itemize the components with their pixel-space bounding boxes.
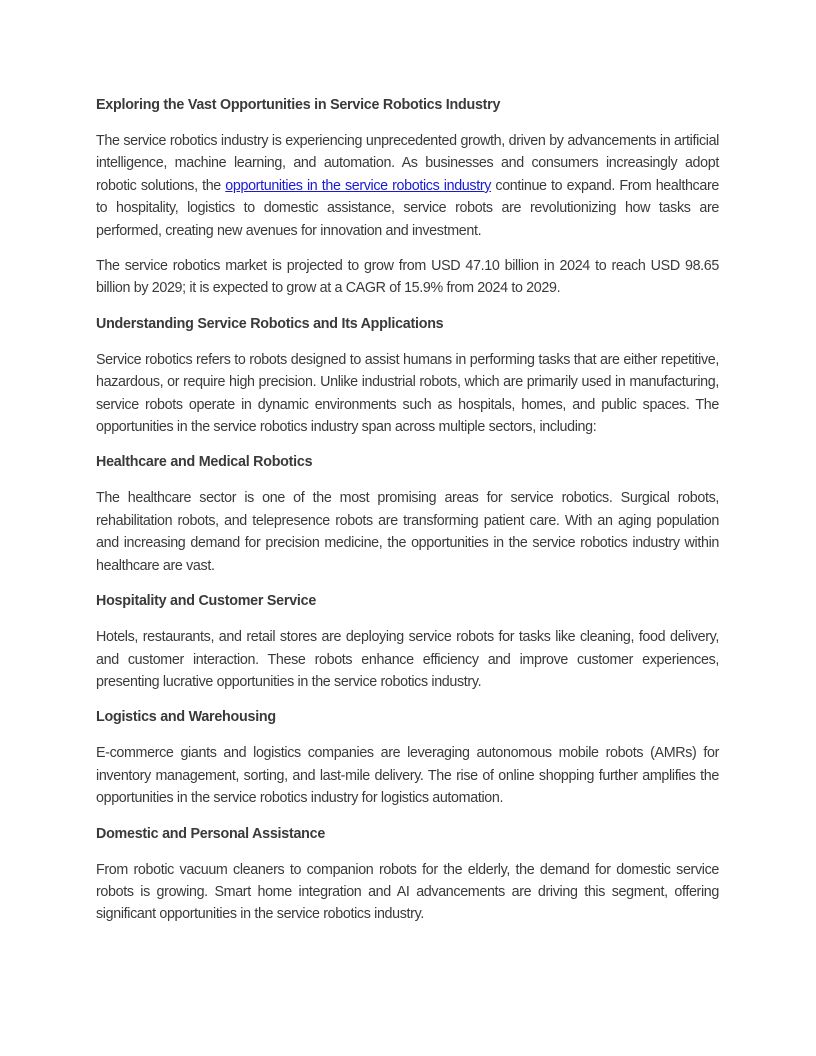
section-body-healthcare: The healthcare sector is one of the most promising areas for service robotics. Surgical robots, rehabilitation robots, and telepresence robots are transforming patient care. With an aging population and increasing demand for precision medicine, the opportunities in the service robotics industry within healthcare are vast. (96, 490, 719, 574)
opportunities-link[interactable]: opportunities in the service robotics industry (225, 177, 492, 194)
section-heading-hospitality: Hospitality and Customer Service (96, 593, 317, 610)
intro-text-after-link: continue to expand. From healthcare to hospitality, logistics to domestic assistance, service robots are revolutionizing how tasks are performed, creating new avenues for innovation and investment. (96, 177, 719, 239)
section-body-logistics: E-commerce giants and logistics companies are leveraging autonomous mobile robots (AMRs) for inventory management, sorting, and last-mile delivery. The rise of online shopping further amplifies the opportunities in the service robotics industry for logistics automation. (96, 745, 719, 807)
section-body-applications: Service robotics refers to robots designed to assist humans in performing tasks that are either repetitive, hazardous, or require high precision. Unlike industrial robots, which are primarily used in manufacturing, service robots operate in dynamic environments such as hospitals, homes, and public spaces. The opportunities in the service robotics industry span across multiple sectors, including: (96, 351, 719, 436)
intro-paragraph (96, 130, 719, 242)
section-body-domestic: From robotic vacuum cleaners to companion robots for the elderly, the demand for domestic service robots is growing. Smart home integration and AI advancements are driving this segment, offering significant opportunities in the service robotics industry. (96, 861, 719, 923)
section-heading-domestic: Domestic and Personal Assistance (96, 825, 326, 842)
section-body-hospitality: Hotels, restaurants, and retail stores are deploying service robots for tasks like cleaning, food delivery, and customer interaction. These robots enhance efficiency and improve customer experiences, presenting lucrative opportunities in the service robotics industry. (96, 629, 719, 690)
intro-text-before-link: The service robotics industry is experiencing unprecedented growth, driven by advancements in artificial intelligence, machine learning, and automation. As businesses and consumers increasingly adopt robotic solutions, the (96, 133, 719, 194)
section-heading-healthcare: Healthcare and Medical Robotics (96, 454, 313, 471)
market-paragraph: The service robotics market is projected to grow from USD 47.10 billion in 2024 to reach USD 98.65 billion by 2029; it is expected to grow at a CAGR of 15.9% from 2024 to 2029. (96, 258, 719, 297)
document-title: Exploring the Vast Opportunities in Service Robotics Industry (96, 97, 501, 113)
document-page (96, 94, 719, 939)
section-heading-logistics: Logistics and Warehousing (96, 709, 276, 726)
section-heading-applications: Understanding Service Robotics and Its Applications (96, 315, 444, 332)
